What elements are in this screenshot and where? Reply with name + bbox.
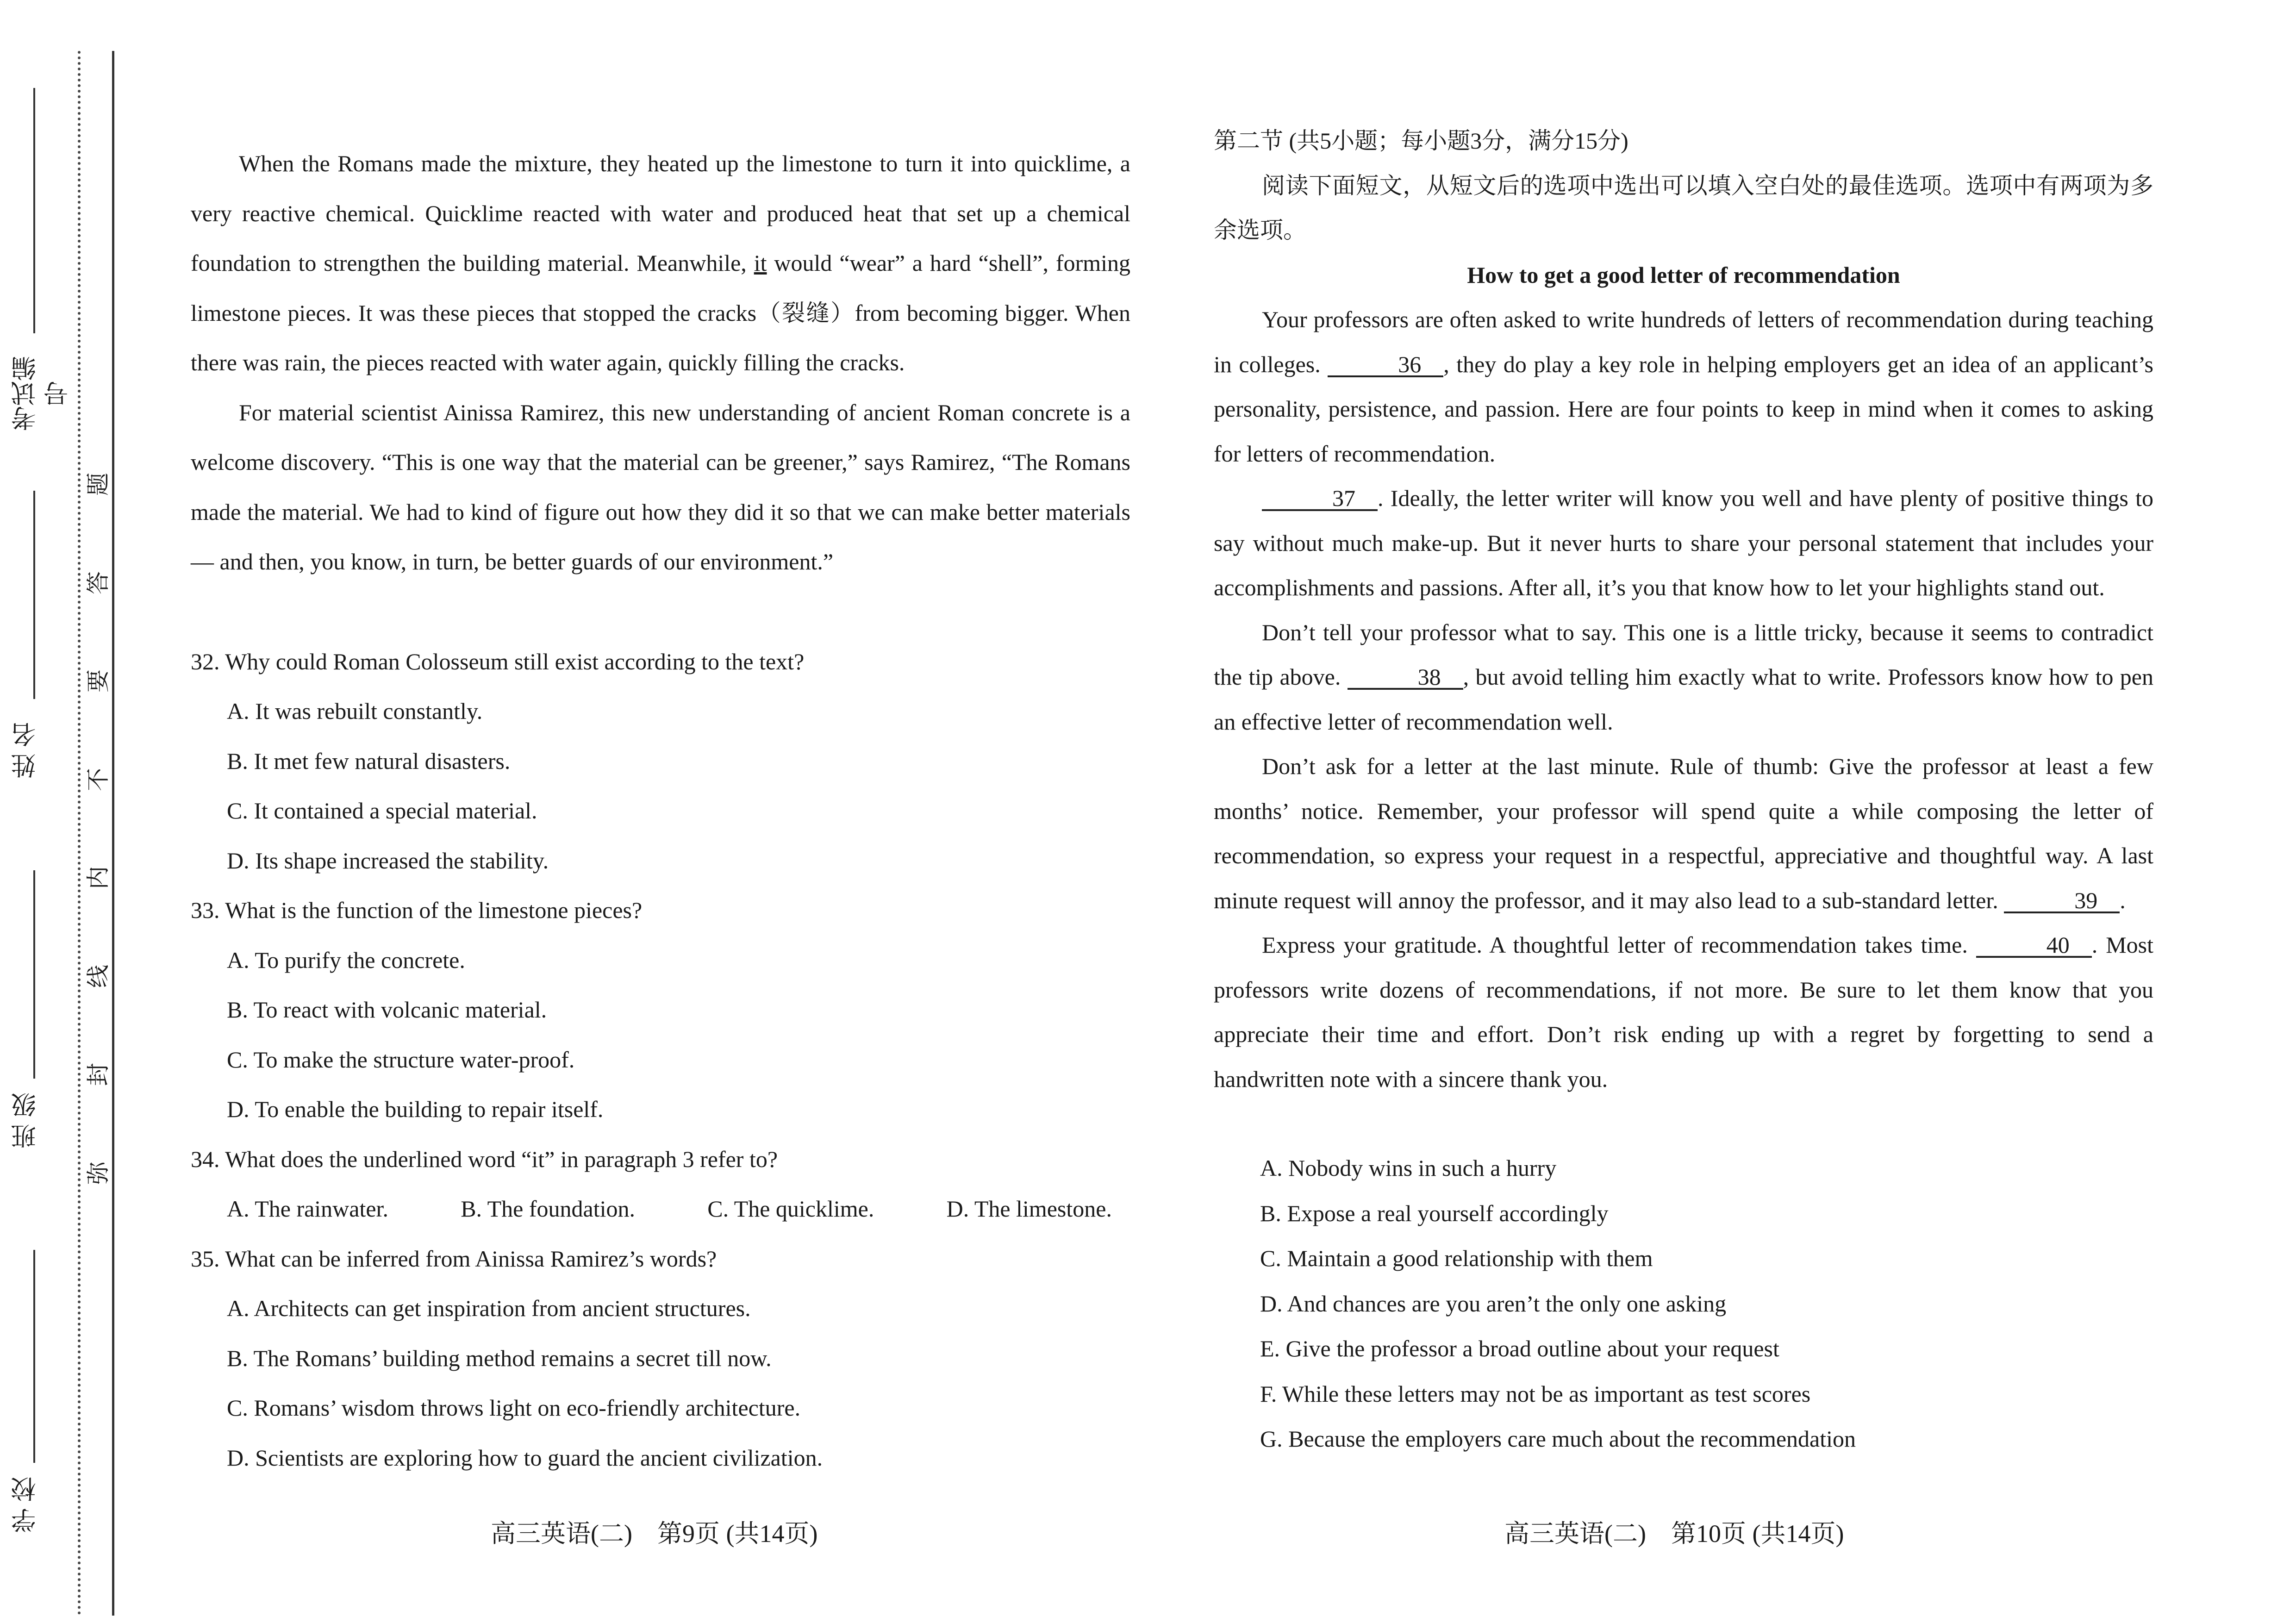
warning-char: 答 <box>85 571 111 594</box>
answer-option: B. To react with volcanic material. <box>227 997 547 1023</box>
name-line <box>33 491 35 699</box>
answer-option: B. The Romans’ building method remains a secret till now. <box>227 1345 772 1371</box>
options-list <box>1214 1146 2153 1462</box>
binding-margin <box>0 0 120 1623</box>
blank-39: 39 <box>2004 889 2120 913</box>
passage-paragraph-4: Don’t ask for a letter at the last minute. Rule of thumb: Give the professor at least a few months’ notice. Remember, your professor will spend quite a while composing the letter of recommendation, so express your request in a respectful, appreciative and thoughtful way. A last minute request will annoy the professor, and it may also lead to a sub-standard letter. 39 . <box>1214 753 2153 913</box>
name-label: 姓 名 <box>12 722 39 779</box>
left-page-column <box>191 139 1130 1483</box>
right-page-column <box>1214 128 2153 1462</box>
section-heading: 第二节 (共5小题；每小题3分，满分15分) <box>1214 128 1628 154</box>
class-field <box>0 870 69 1194</box>
answer-option: C. It contained a special material. <box>227 798 537 824</box>
question-34 <box>191 1135 1130 1234</box>
page-footer-left: 高三英语(二) 第9页 (共14页) <box>491 1520 818 1548</box>
question-stem: 33. What is the function of the limestone pieces? <box>191 897 643 923</box>
warning-char: 弥 <box>85 1161 111 1185</box>
option-item: B. Expose a real yourself accordingly <box>1260 1200 1609 1226</box>
option-item: C. Maintain a good relationship with them <box>1260 1245 1653 1271</box>
answer-option: B. It met few natural disasters. <box>227 748 511 774</box>
answer-option: A. The rainwater. <box>227 1196 388 1222</box>
answer-option: A. To purify the concrete. <box>227 947 465 973</box>
warning-char: 线 <box>85 964 111 988</box>
blank-38: 38 <box>1348 666 1463 690</box>
seal-solid-line <box>112 51 114 1616</box>
underlined-word-it: it <box>754 250 767 276</box>
warning-char: 内 <box>85 866 111 890</box>
class-line <box>33 870 35 1079</box>
name-field <box>0 491 69 833</box>
no-answer-warning <box>82 468 110 1190</box>
answer-option: C. To make the structure water-proof. <box>227 1046 575 1073</box>
page-footer-right: 高三英语(二) 第10页 (共14页) <box>1504 1520 1844 1548</box>
school-label: 学 校 <box>12 1477 39 1533</box>
blank-40: 40 <box>1976 934 2092 958</box>
answer-option: D. The limestone. <box>946 1196 1112 1222</box>
class-label: 班 级 <box>12 1092 39 1149</box>
passage-paragraph-4: For material scientist Ainissa Ramirez, this new understanding of ancient Roman concrete is a welcome discovery. “This is one way that the material can be greener,” says Ramirez, “The Romans made the material. We had to kind of figure out how they did it so that we can make better materials — and then, you know, in turn, be better guards of our environment.” <box>191 399 1130 574</box>
question-35 <box>191 1234 1130 1483</box>
school-field <box>0 1250 69 1583</box>
answer-option: B. The foundation. <box>461 1196 635 1222</box>
option-item: A. Nobody wins in such a hurry <box>1260 1155 1557 1181</box>
passage-paragraph-1: Your professors are often asked to write hundreds of letters of recommendation during teaching in colleges. 36 , they do play a key role in helping employers get an idea of an applicant’s personality, persistence, and passion. Here are four points to keep in mind when it comes to asking for letters of recommendation. <box>1214 306 2153 467</box>
passage-paragraph-3: When the Romans made the mixture, they heated up the limestone to turn it into quicklime, a very reactive chemical. Quicklime reacted with water and produced heat that set up a chemical foundation to strengthen the building material. Meanwhile, it would “wear” a hard “shell”, forming limestone pieces. It was these pieces that stopped the cracks（裂缝）from becoming bigger. When there was rain, the pieces reacted with water again, quickly filling the cracks. <box>191 150 1130 375</box>
option-item: G. Because the employers care much about the recommendation <box>1260 1426 1856 1452</box>
question-stem: 34. What does the underlined word “it” in paragraph 3 refer to? <box>191 1146 778 1172</box>
answer-option: C. Romans’ wisdom throws light on eco-friendly architecture. <box>227 1395 801 1421</box>
answer-option: A. It was rebuilt constantly. <box>227 698 483 724</box>
question-32 <box>191 637 1130 886</box>
exam-number-field <box>0 88 72 440</box>
answer-option: D. Its shape increased the stability. <box>227 847 549 874</box>
warning-char: 题 <box>85 473 111 496</box>
passage-paragraph-2: 37 . Ideally, the letter writer will know you well and have plenty of positive things to say without much make-up. But it never hurts to share your personal statement that includes your accomplishments and passions. After all, it’s you that know how to let your highlights stand out. <box>1214 485 2153 600</box>
passage-paragraph-3: Don’t tell your professor what to say. This one is a little tricky, because it seems to contradict the tip above. 38 , but avoid telling him exactly what to write. Professors know how to pen an effective letter of recommendation well. <box>1214 619 2153 735</box>
option-item: E. Give the professor a broad outline about your request <box>1260 1336 1779 1361</box>
option-item: D. And chances are you aren’t the only one asking <box>1260 1290 1727 1317</box>
blank-36: 36 <box>1328 353 1443 377</box>
question-stem: 32. Why could Roman Colosseum still exist according to the text? <box>191 648 805 674</box>
answer-options-row <box>191 1184 1130 1234</box>
warning-char: 封 <box>85 1063 111 1086</box>
exam-number-line <box>33 88 35 333</box>
question-stem: 35. What can be inferred from Ainissa Ramirez’s words? <box>191 1245 717 1272</box>
warning-char: 不 <box>85 768 111 791</box>
school-line <box>33 1250 35 1463</box>
section-instructions: 阅读下面短文，从短文后的选项中选出可以填入空白处的最佳选项。选项中有两项为多余选项。 <box>1214 172 2153 243</box>
question-33 <box>191 886 1130 1135</box>
answer-option: C. The quicklime. <box>707 1196 874 1222</box>
seal-dotted-line <box>78 51 81 1616</box>
answer-option: A. Architects can get inspiration from ancient structures. <box>227 1295 751 1321</box>
answer-option: D. Scientists are exploring how to guard the ancient civilization. <box>227 1444 823 1471</box>
blank-37: 37 <box>1262 487 1378 511</box>
warning-char: 要 <box>85 669 111 693</box>
passage-title: How to get a good letter of recommendation <box>1467 262 1900 288</box>
option-item: F. While these letters may not be as important as test scores <box>1260 1380 1811 1407</box>
passage-paragraph-5: Express your gratitude. A thoughtful letter of recommendation takes time. 40 . Most professors write dozens of recommendations, if not more. Be sure to let them know that you appreciate their time and effort. Don’t risk ending up with a regret by forgetting to send a handwritten note with a sincere thank you. <box>1214 932 2153 1092</box>
exam-number-label: 考试编号 <box>12 356 72 431</box>
answer-option: D. To enable the building to repair itself. <box>227 1096 604 1122</box>
